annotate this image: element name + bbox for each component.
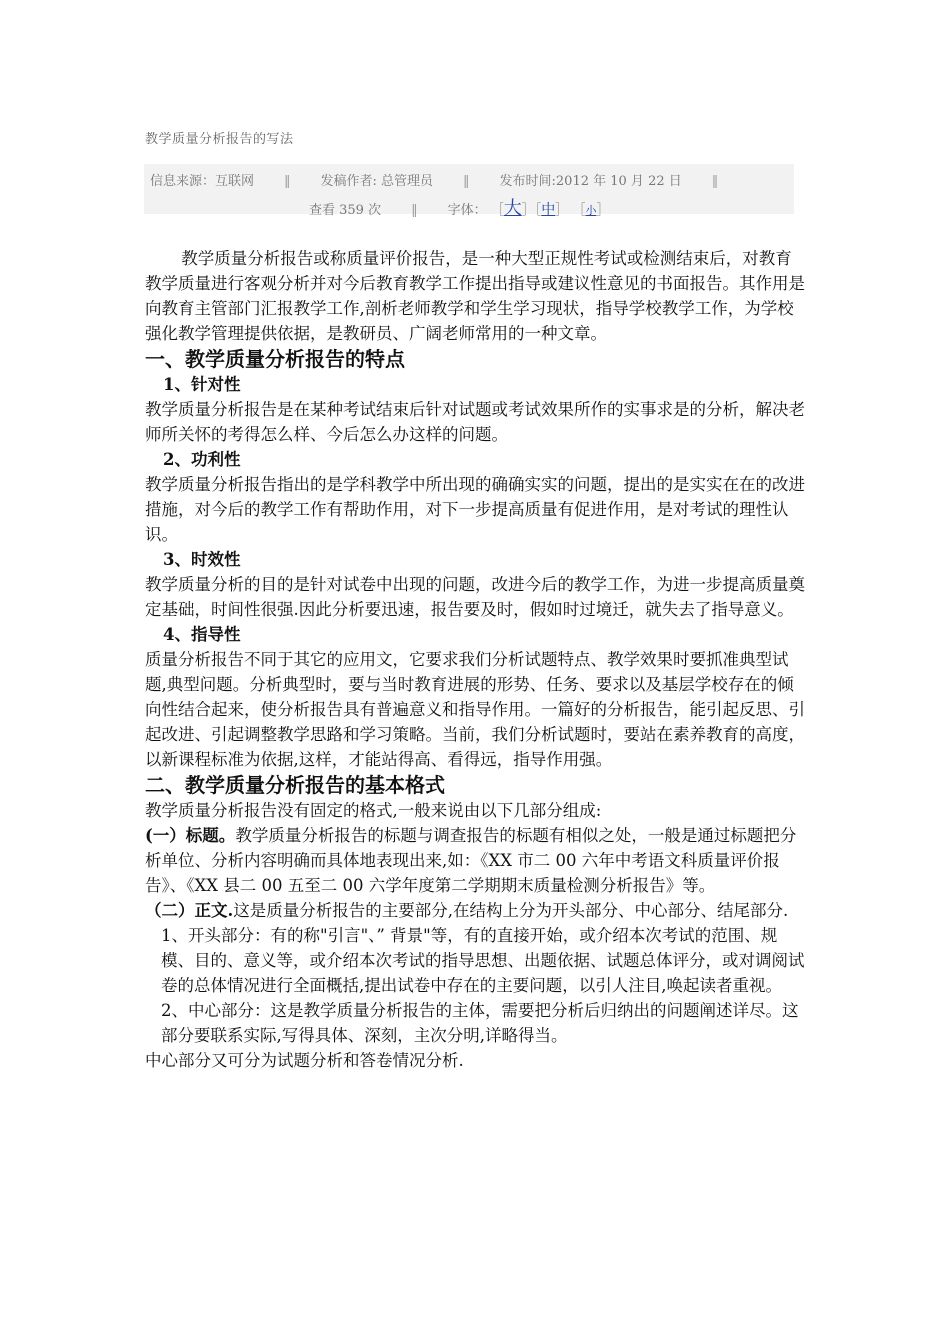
font-size-small-link[interactable]: 小: [585, 204, 597, 217]
paragraph-1-2: 教学质量分析报告指出的是学科教学中所出现的确确实实的问题，提出的是实实在在的改进措施，对今后的教学工作有帮助作用，对下一步提高质量有促进作用，是对考试的理性认识。: [145, 475, 805, 544]
font-size-medium-link[interactable]: 中: [541, 202, 556, 218]
meta-views: 查看 359 次: [309, 203, 382, 218]
paragraph-2-2: [145, 898, 805, 923]
bracket-open: ［: [534, 203, 542, 218]
meta-separator: ‖: [284, 174, 291, 189]
label-2-1: (一）标题。: [145, 826, 236, 845]
bracket-close: ］: [521, 203, 535, 218]
intro-paragraph: 教学质量分析报告或称质量评价报告，是一种大型正规性考试或检测结束后，对教育教学质量进行客观分析并对今后教育教学工作提出指导或建议性意见的书面报告。其作用是向教育主管部门汇报教学工作,剖析老师教学和学生学习现状，指导学校教学工作，为学校强化教学管理提供依据，是教研员、广阔老师常用的一种文章。: [145, 249, 805, 343]
meta-source: 信息来源：互联网: [150, 174, 255, 189]
meta-separator: ‖: [411, 203, 418, 218]
article-body: [145, 246, 805, 1073]
section-heading-1: 一、教学质量分析报告的特点: [145, 347, 405, 371]
section-heading-2: 二、教学质量分析报告的基本格式: [145, 773, 445, 797]
text-2-2: 这是质量分析报告的主要部分,在结构上分为开头部分、中心部分、结尾部分.: [233, 901, 789, 920]
subheading-1-4: 4、指导性: [163, 625, 241, 644]
paragraph-1-4: 质量分析报告不同于其它的应用文，它要求我们分析试题特点、教学效果时要抓准典型试题,典型问题。分析典型时，要与当时教育进展的形势、任务、要求以及基层学校存在的倾向性结合起来，使分析报告具有普遍意义和指导作用。一篇好的分析报告，能引起反思、引起改进、引起调整教学思路和学习策略。当前，我们分析试题时，要站在素养教育的高度，以新课程标准为依据,这样，才能站得高、看得远，指导作用强。: [145, 650, 805, 769]
paragraph-2-1: [145, 823, 805, 898]
bracket-open: ［: [572, 203, 586, 218]
subheading-1-2: 2、功利性: [163, 450, 241, 469]
meta-separator: ‖: [463, 174, 470, 189]
paragraph-1-1: 教学质量分析报告是在某种考试结束后针对试题或考试效果所作的实事求是的分析，解决老师所关怀的考得怎么样、今后怎么办这样的问题。: [145, 400, 805, 444]
paragraph-1-3: 教学质量分析的目的是针对试卷中出现的问题，改进今后的教学工作，为进一步提高质量奠定基础，时间性很强.因此分析要迅速，报告要及时，假如时过境迁，就失去了指导意义。: [145, 575, 805, 619]
paragraph-2-2-3: 中心部分又可分为试题分析和答卷情况分析.: [145, 1051, 464, 1070]
paragraph-2-intro: 教学质量分析报告没有固定的格式,一般来说由以下几部分组成:: [145, 801, 602, 820]
article-meta-bar: [144, 164, 794, 219]
paragraph-2-2-1: 1、开头部分：有的称"引言"、” 背景"等，有的直接开始，或介绍本次考试的范围、规模、目的、意义等，或介绍本次考试的指导思想、出题依据、试题总体评分，或对调阅试卷的总体情况进行全面概括,提出试卷中存在的主要问题，以引人注目,唤起读者重视。: [161, 926, 805, 995]
subheading-1-1: 1、针对性: [163, 375, 241, 394]
bracket-close: ］: [596, 203, 610, 218]
meta-row-1: [150, 170, 748, 189]
meta-row-2: [309, 194, 609, 220]
meta-author: 发稿作者: 总管理员: [320, 174, 434, 189]
meta-separator: ‖: [711, 174, 719, 189]
text-2-1: 教学质量分析报告的标题与调查报告的标题有相似之处，一般是通过标题把分析单位、分析内容明确而具体地表现出来,如：《XX 市二 00 六年中考语文科质量评价报告》、《XX 县二 00 五至二 00 六学年度第二学期期末质量检测分析报告》等。: [145, 826, 797, 895]
font-size-large-link[interactable]: 大: [503, 198, 522, 219]
bracket-close: ］: [555, 203, 569, 218]
bracket-open: ［: [490, 203, 504, 218]
paragraph-2-2-2: 2、中心部分：这是教学质量分析报告的主体，需要把分析后归纳出的问题阐述详尽。这部分要联系实际,写得具体、深刻，主次分明,详略得当。: [161, 1001, 799, 1045]
article-title: 教学质量分析报告的写法: [145, 132, 294, 147]
font-size-label: 字体：: [447, 203, 487, 218]
label-2-2: （二）正文.: [145, 901, 234, 920]
subheading-1-3: 3、时效性: [163, 550, 241, 569]
meta-date: 发布时间:2012 年 10 月 22 日: [499, 174, 682, 189]
